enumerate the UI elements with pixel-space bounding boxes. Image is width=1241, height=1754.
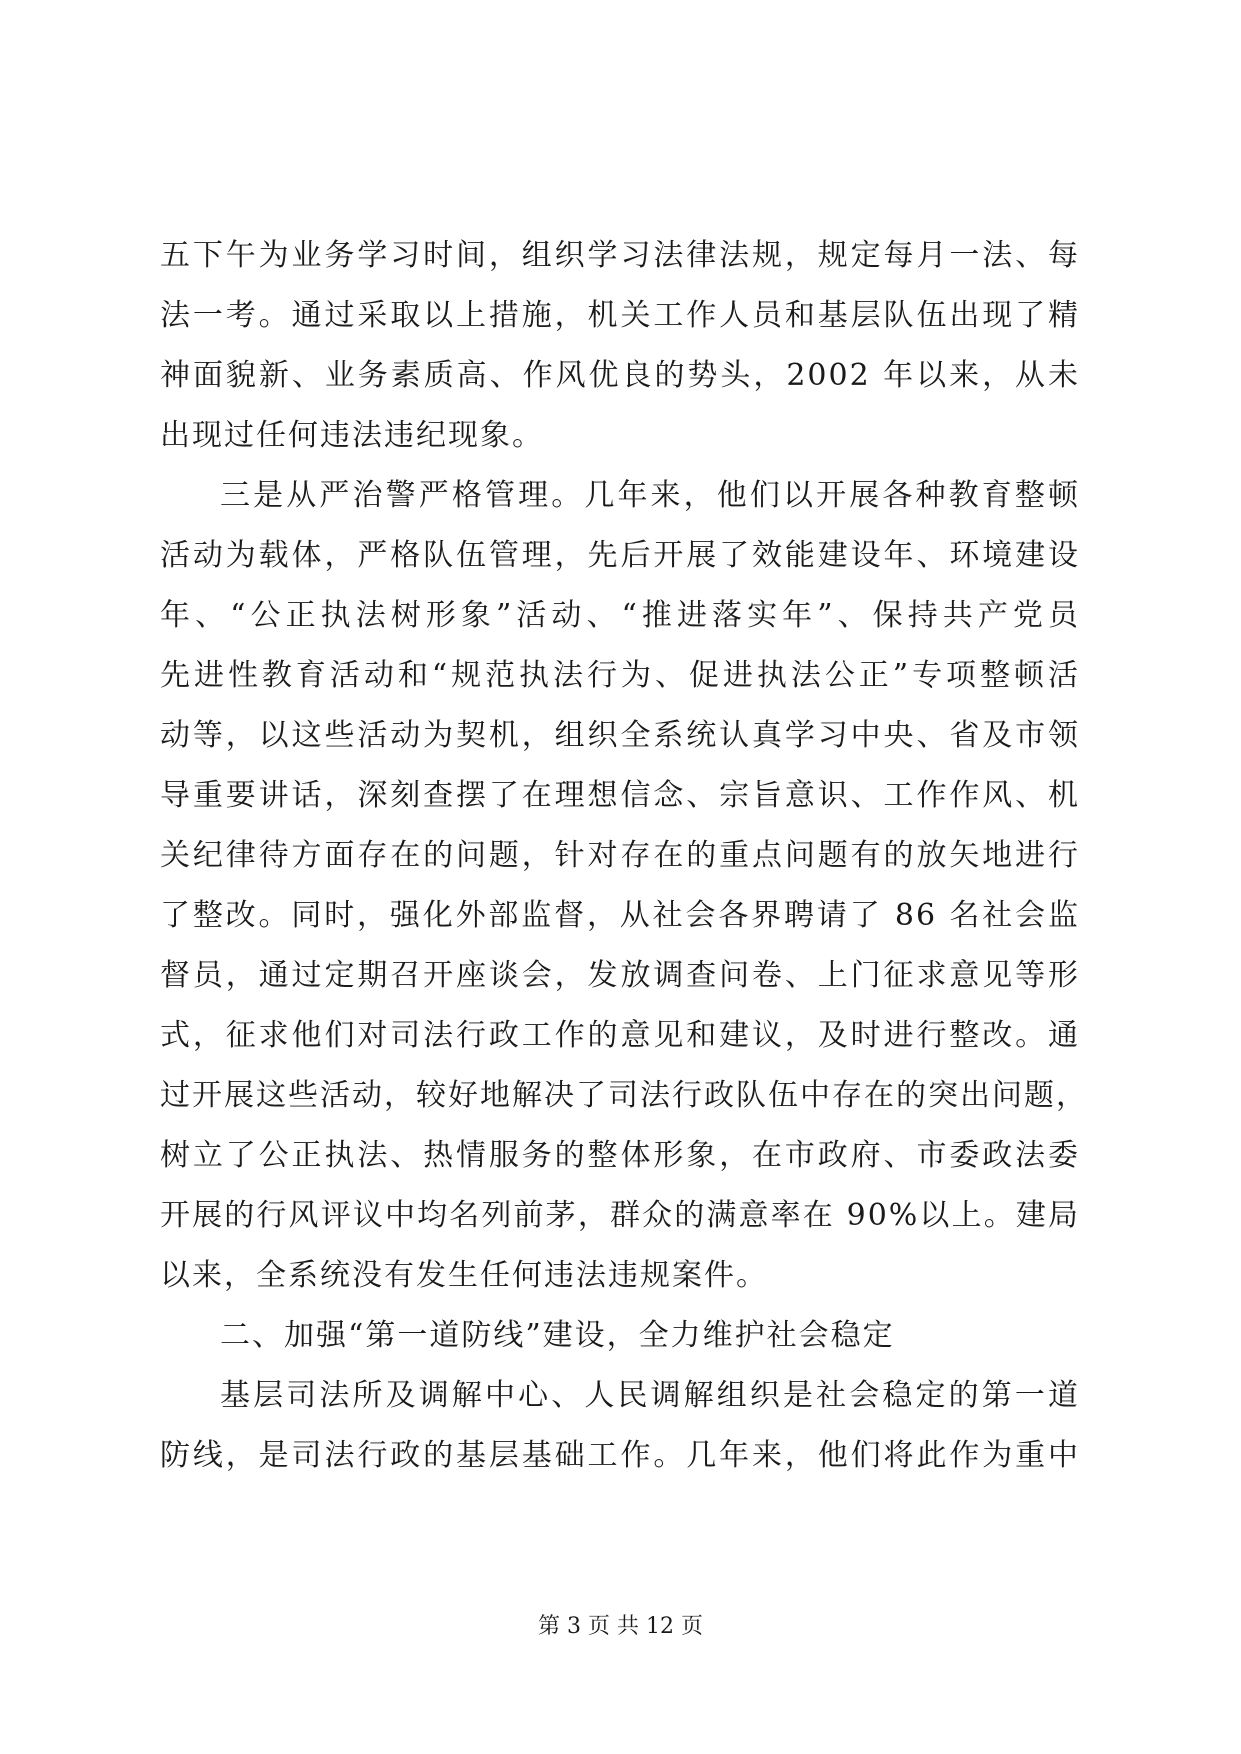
text-line: 式，征求他们对司法行政工作的意见和建议，及时进行整改。通 [160, 1018, 1080, 1053]
text-line: 三是从严治警严格管理。几年来，他们以开展各种教育整顿 [220, 478, 1080, 513]
text-line: 导重要讲话，深刻查摆了在理想信念、宗旨意识、工作作风、机 [160, 778, 1080, 813]
text-line: 过开展这些活动，较好地解决了司法行政队伍中存在的突出问题， [160, 1078, 1088, 1113]
text-line: 树立了公正执法、热情服务的整体形象，在市政府、市委政法委 [160, 1138, 1080, 1173]
text-line: 先进性教育活动和“规范执法行为、促进执法公正”专项整顿活 [160, 658, 1080, 693]
text-line: 关纪律待方面存在的问题，针对存在的重点问题有的放矢地进行 [160, 838, 1080, 873]
text-line: 法一考。通过采取以上措施，机关工作人员和基层队伍出现了精 [160, 298, 1080, 333]
text-line: 二、加强“第一道防线”建设，全力维护社会稳定 [220, 1318, 895, 1353]
text-line: 开展的行风评议中均名列前茅，群众的满意率在 90%以上。建局 [160, 1198, 1080, 1233]
text-line: 防线，是司法行政的基层基础工作。几年来，他们将此作为重中 [160, 1438, 1080, 1473]
text-line: 活动为载体，严格队伍管理，先后开展了效能建设年、环境建设 [160, 538, 1080, 573]
page-footer: 第 3 页 共 12 页 [538, 1614, 703, 1639]
text-line: 年、“公正执法树形象”活动、“推进落实年”、保持共产党员 [160, 598, 1080, 633]
text-line: 以来，全系统没有发生任何违法违规案件。 [160, 1258, 768, 1293]
text-line: 五下午为业务学习时间，组织学习法律法规，规定每月一法、每 [160, 238, 1080, 273]
text-line: 督员，通过定期召开座谈会，发放调查问卷、上门征求意见等形 [160, 958, 1080, 993]
text-line: 出现过任何违法违纪现象。 [160, 418, 544, 453]
text-line: 基层司法所及调解中心、人民调解组织是社会稳定的第一道 [220, 1378, 1080, 1413]
body-text [160, 226, 1088, 1486]
text-line: 动等，以这些活动为契机，组织全系统认真学习中央、省及市领 [160, 718, 1080, 753]
text-line: 神面貌新、业务素质高、作风优良的势头，2002 年以来，从未 [160, 358, 1080, 393]
text-line: 了整改。同时，强化外部监督，从社会各界聘请了 86 名社会监 [160, 898, 1080, 933]
